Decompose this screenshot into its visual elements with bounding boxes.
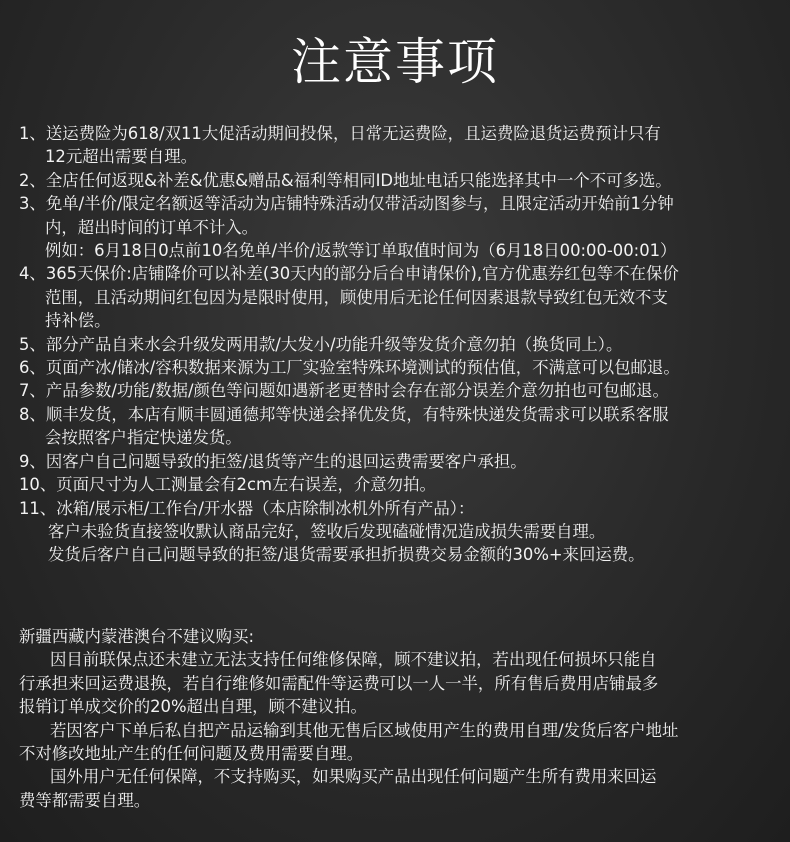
note-line: 客户未验货直接签收默认商品完好，签收后发现磕碰情况造成损失需要自理。: [48, 521, 606, 541]
note-line: 7、产品参数/功能/数据/颜色等问题如遇新老更替时会存在部分误差介意勿拍也可包邮退。: [19, 381, 669, 401]
note-line: 12元超出需要自理。: [45, 147, 197, 167]
note-item: [19, 333, 785, 356]
paragraph-line: 报销订单成交价的20%超出自理，顾不建议拍。: [19, 697, 367, 717]
note-item: [19, 262, 785, 332]
notes-list: [19, 122, 785, 567]
note-item: [19, 122, 785, 169]
note-line: 范围，且活动期间红包因为是限时使用，顾使用后无论任何因素退款导致红包无效不支: [45, 287, 668, 307]
note-item: [19, 497, 785, 567]
note-line: 6、页面产冰/储冰/容积数据来源为工厂实验室特殊环境测试的预估值，不满意可以包邮退。: [19, 358, 680, 378]
note-item: [19, 450, 785, 473]
note-item: [19, 169, 785, 192]
paragraph-line: 因目前联保点还未建立无法支持任何维修保障，顾不建议拍，若出现任何损坏只能自: [50, 650, 657, 670]
note-line: 11、冰箱/展示柜/工作台/开水器（本店除制冰机外所有产品）：: [19, 498, 475, 518]
note-line: 持补偿。: [45, 311, 111, 331]
note-line: 发货后客户自己问题导致的拒签/退货需要承担折损费交易金额的30%+来回运费。: [48, 545, 645, 565]
regions-section: [19, 625, 785, 812]
paragraph-line: 不对修改地址产生的任何问题及费用需要自理。: [19, 744, 364, 764]
note-item: [19, 356, 785, 379]
note-item: [19, 192, 785, 262]
note-line: 10、页面尺寸为人工测量会有2cm左右误差，介意勿拍。: [19, 475, 436, 495]
note-line: 8、顺丰发货，本店有顺丰圆通德邦等快递会择优发货，有特殊快递发货需求可以联系客服: [19, 404, 669, 424]
regions-paragraph: [19, 648, 785, 718]
paragraph-line: 费等都需要自理。: [19, 790, 151, 810]
regions-paragraph: [19, 719, 785, 766]
regions-paragraph: [19, 765, 785, 812]
paragraph-line: 若因客户下单后私自把产品运输到其他无售后区域使用产生的费用自理/发货后客户地址: [50, 720, 679, 740]
note-line: 4、365天保价:店铺降价可以补差(30天内的部分后台申请保价),官方优惠券红包等不在保价: [19, 264, 679, 284]
note-line: 内，超出时间的订单不计入。: [45, 217, 259, 237]
note-line: 2、全店任何返现&补差&优惠&赠品&福利等相同ID地址电话只能选择其中一个不可多选。: [19, 170, 672, 190]
note-line: 9、因客户自己问题导致的拒签/退货等产生的退回运费需要客户承担。: [19, 451, 527, 471]
regions-heading: 新疆西藏内蒙港澳台不建议购买:: [19, 627, 254, 646]
note-line: 3、免单/半价/限定名额返等活动为店铺特殊活动仅带活动图参与，且限定活动开始前1分钟: [19, 194, 674, 214]
note-line: 1、送运费险为618/双11大促活动期间投保，日常无运费险，且运费险退货运费预计只有: [19, 124, 661, 143]
note-item: [19, 403, 785, 450]
note-line: 例如：6月18日0点前10名免单/半价/返款等订单取值时间为（6月18日00:00-00:01）: [45, 241, 677, 261]
note-item: [19, 379, 785, 402]
note-item: [19, 473, 785, 496]
note-line: 5、部分产品自来水会升级发两用款/大发小/功能升级等发货介意勿拍（换货同上）。: [19, 334, 623, 354]
paragraph-line: 国外用户无任何保障，不支持购买，如果购买产品出现任何问题产生所有费用来回运: [50, 767, 657, 787]
page-title: 注意事项: [291, 33, 499, 91]
paragraph-line: 行承担来回运费退换，若自行维修如需配件等运费可以一人一半，所有售后费用店铺最多: [19, 673, 659, 693]
note-line: 会按照客户指定快递发货。: [45, 428, 242, 448]
